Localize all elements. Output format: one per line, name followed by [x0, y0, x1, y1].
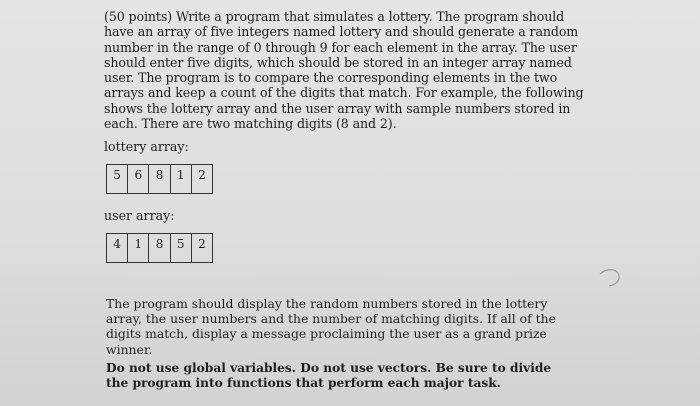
lottery-array-table: [106, 164, 213, 194]
lottery-cell: 6: [127, 165, 148, 193]
user-cell: 1: [127, 234, 148, 262]
constraints-text: Do not use global variables. Do not use vectors. Be sure to divide the program into functions that perform each major task.: [106, 361, 552, 390]
lottery-cell: 8: [148, 165, 169, 193]
user-cell: 8: [148, 234, 169, 262]
pen-mark-squiggle: [596, 264, 626, 290]
user-cell: 5: [170, 234, 191, 262]
user-array-table: [106, 233, 213, 263]
lottery-array-label: lottery array:: [104, 139, 189, 154]
lottery-cell: 2: [191, 165, 212, 193]
problem-intro: (50 points) Write a program that simulates a lottery. The program should have an array of five integers named lottery and should generate a random number in the range of 0 through 9 for each element in the array. The user should enter five digits, which should be stored in an integer array named user. The program is to compare the corresponding elements in the two arrays and keep a count of the digits that match. For example, the following shows the lottery array and the user array with sample numbers stored in each. There are two matching digits (8 and 2).: [104, 9, 584, 132]
user-cell: 2: [191, 234, 212, 262]
lottery-cell: 1: [170, 165, 191, 193]
user-cell: 4: [113, 237, 121, 251]
display-requirements: The program should display the random numbers stored in the lottery array, the user numbers and the number of matching digits. If all of the digits match, display a message proclaiming the user as a grand prize winner.: [106, 296, 556, 357]
lottery-cell: 5: [113, 168, 121, 182]
user-array-label: user array:: [104, 208, 175, 223]
